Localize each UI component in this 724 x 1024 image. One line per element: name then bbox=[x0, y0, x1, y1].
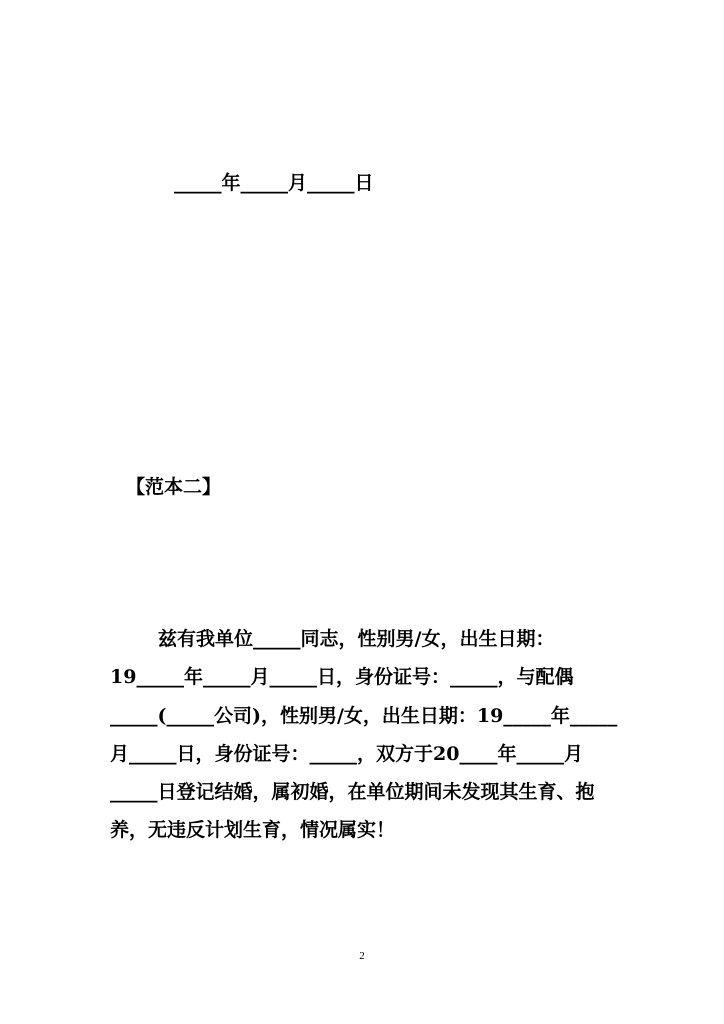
paragraph-line: 月_____日，身份证号：_____，双方于20____年_____月 bbox=[110, 743, 583, 765]
paragraph-line: 19_____年_____月_____日，身份证号：_____，与配偶 bbox=[110, 666, 574, 688]
date-blank-line: _____年_____月_____日 bbox=[174, 172, 374, 194]
paragraph-line: 养，无违反计划生育，情况属实！ bbox=[110, 819, 396, 841]
paragraph-line: _____日登记结婚，属初婚，在单位期间未发现其生育、抱 bbox=[110, 781, 595, 803]
paragraph-line: 兹有我单位_____同志，性别男/女，出生日期： bbox=[158, 628, 555, 650]
page-number: 2 bbox=[359, 950, 365, 962]
paragraph-line: _____(_____公司)，性别男/女，出生日期：19_____年_____ bbox=[110, 705, 618, 727]
template-heading: 【范本二】 bbox=[126, 476, 222, 498]
